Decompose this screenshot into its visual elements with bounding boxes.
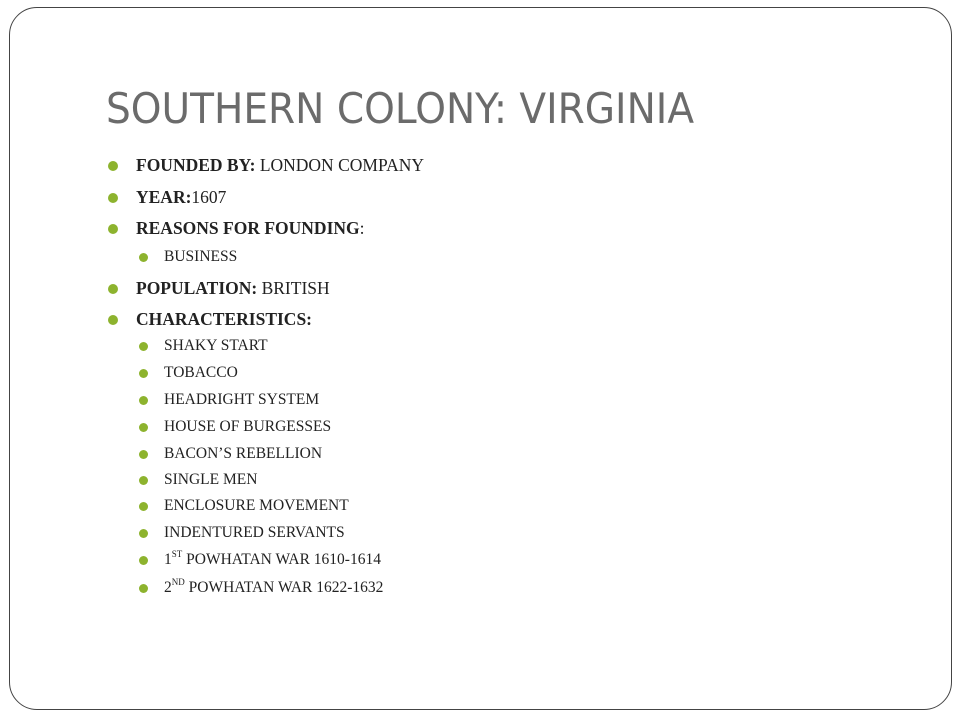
characteristic-text: TOBACCO xyxy=(164,364,238,381)
sub-bullet-characteristic xyxy=(164,445,322,463)
bullet-dot xyxy=(139,396,148,405)
characteristic-text: HEADRIGHT SYSTEM xyxy=(164,391,320,408)
founded-value: LONDON COMPANY xyxy=(255,155,424,175)
characteristic-text: SHAKY START xyxy=(164,337,268,354)
bullet-dot xyxy=(108,224,118,234)
characteristic-text: BACON’S REBELLION xyxy=(164,445,323,462)
bullet-dot xyxy=(139,529,148,538)
bullet-dot xyxy=(139,584,148,593)
sub-bullet-characteristic xyxy=(164,471,257,489)
characteristic-text: SINGLE MEN xyxy=(164,471,258,488)
war-1-text: POWHATAN WAR 1610-1614 xyxy=(182,551,381,568)
war-2-text: POWHATAN WAR 1622-1632 xyxy=(184,579,384,596)
characteristic-text: ENCLOSURE MOVEMENT xyxy=(164,497,349,514)
sub-bullet-characteristic xyxy=(164,337,268,355)
bullet-founded-by xyxy=(136,155,424,176)
bullet-dot xyxy=(139,342,148,351)
sub-bullet-characteristic xyxy=(164,391,319,409)
sub-bullet-characteristic xyxy=(164,364,238,382)
population-label: POPULATION: xyxy=(136,278,258,298)
bullet-dot xyxy=(108,284,118,294)
bullet-dot xyxy=(108,161,118,171)
sub-bullet-characteristic xyxy=(164,497,349,515)
bullet-dot xyxy=(139,423,148,432)
year-label: YEAR: xyxy=(136,187,192,207)
sub-bullet-reason xyxy=(164,248,237,266)
bullet-dot xyxy=(139,253,148,262)
population-value: BRITISH xyxy=(257,278,330,298)
reason-text: BUSINESS xyxy=(164,248,238,265)
bullet-population xyxy=(136,278,330,299)
bullet-dot xyxy=(108,193,118,203)
characteristic-text: INDENTURED SERVANTS xyxy=(164,524,345,541)
sub-bullet-characteristic xyxy=(164,524,345,542)
year-value: 1607 xyxy=(191,187,227,207)
characteristics-label: CHARACTERISTICS: xyxy=(136,309,313,329)
bullet-dot xyxy=(139,476,148,485)
war-1-ordinal: ST xyxy=(171,549,183,559)
war-2-ordinal: ND xyxy=(171,577,185,587)
reasons-label: REASONS FOR FOUNDING xyxy=(136,218,360,238)
bullet-dot xyxy=(108,315,118,325)
sub-bullet-characteristic xyxy=(164,579,383,597)
bullet-characteristics xyxy=(136,309,312,330)
bullet-dot xyxy=(139,556,148,565)
bullet-reasons xyxy=(136,218,365,239)
founded-label: FOUNDED BY: xyxy=(136,155,256,175)
war-1-number: 1 xyxy=(164,551,172,568)
characteristic-text: HOUSE OF BURGESSES xyxy=(164,418,332,435)
war-2-number: 2 xyxy=(164,579,172,596)
sub-bullet-characteristic xyxy=(164,418,331,436)
reasons-colon: : xyxy=(359,218,365,238)
slide-title: SOUTHERN COLONY: VIRGINIA xyxy=(106,84,695,133)
bullet-dot xyxy=(139,369,148,378)
sub-bullet-characteristic xyxy=(164,551,381,569)
bullet-dot xyxy=(139,502,148,511)
bullet-dot xyxy=(139,450,148,459)
bullet-year xyxy=(136,187,226,208)
